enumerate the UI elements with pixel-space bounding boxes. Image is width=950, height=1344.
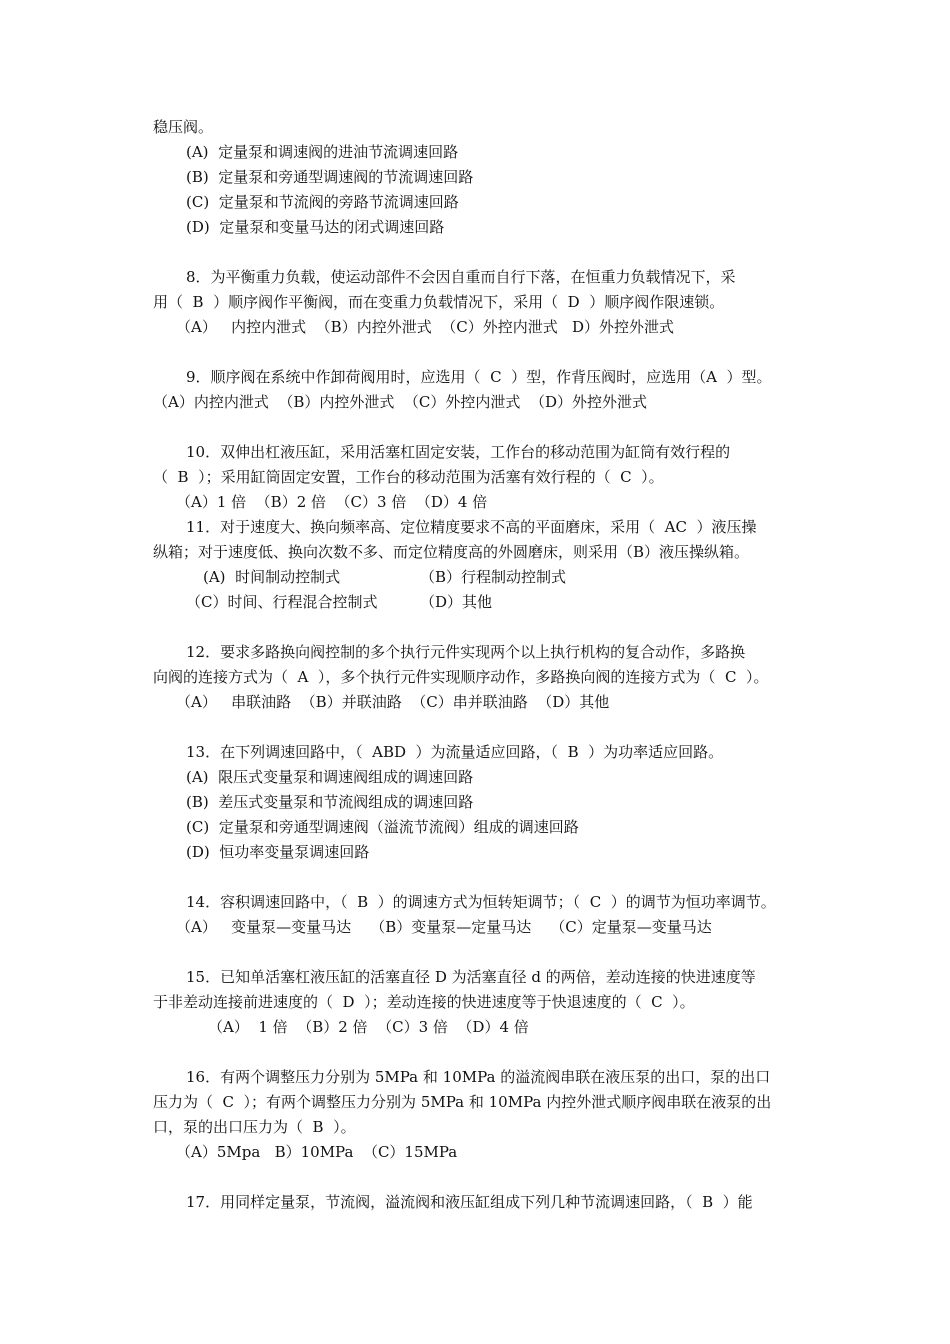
question-11: 11．对于速度大、换向频率高、定位精度要求不高的平面磨床，采用（ AC ）液压操 — [186, 518, 757, 536]
options-line: （A）5Mpa B）10MPa （C）15MPa — [176, 1143, 458, 1161]
option-a: (A) 定量泵和调速阀的进油节流调速回路 — [186, 143, 459, 161]
options-line: （A）内控内泄式 （B）内控外泄式 （C）外控内泄式 （D）外控外泄式 — [153, 393, 647, 411]
option-d: (D) 恒功率变量泵调速回路 — [186, 843, 370, 861]
options-line: （A） 串联油路 （B）并联油路 （C）串并联油路 （D）其他 — [176, 693, 610, 711]
option-b: (B) 定量泵和旁通型调速阀的节流调速回路 — [186, 168, 474, 186]
options-line: （A）1 倍 （B）2 倍 （C）3 倍 （D）4 倍 — [176, 493, 488, 511]
question-15: 15．已知单活塞杠液压缸的活塞直径 D 为活塞直径 d 的两倍，差动连接的快进速度等 — [186, 968, 756, 986]
option-d: （D）其他 — [420, 593, 493, 611]
question-8: 8．为平衡重力负载，使运动部件不会因自重而自行下落，在恒重力负载情况下，采 — [186, 268, 736, 286]
option-c: (C) 定量泵和旁通型调速阀（溢流节流阀）组成的调速回路 — [186, 818, 579, 836]
question-10: 10．双伸出杠液压缸，采用活塞杠固定安装，工作台的移动范围为缸筒有效行程的 — [186, 443, 731, 461]
options-line: （A） 内控内泄式 （B）内控外泄式 （C）外控内泄式 D）外控外泄式 — [176, 318, 675, 336]
question-13: 13．在下列调速回路中，（ ABD ）为流量适应回路，（ B ）为功率适应回路。 — [186, 743, 724, 761]
text-line: 口，泵的出口压力为（ B ）。 — [153, 1118, 356, 1136]
option-b: （B）行程制动控制式 — [420, 568, 567, 586]
question-12: 12．要求多路换向阀控制的多个执行元件实现两个以上执行机构的复合动作，多路换 — [186, 643, 746, 661]
question-17: 17．用同样定量泵，节流阀，溢流阀和液压缸组成下列几种节流调速回路，（ B ）能 — [186, 1193, 753, 1211]
question-16: 16．有两个调整压力分别为 5MPa 和 10MPa 的溢流阀串联在液压泵的出口，泵的出口 — [186, 1068, 771, 1086]
option-d: (D) 定量泵和变量马达的闭式调速回路 — [186, 218, 445, 236]
text-line: 向阀的连接方式为（ A ），多个执行元件实现顺序动作，多路换向阀的连接方式为（ C ）。 — [153, 668, 769, 686]
options-line: （A） 变量泵—变量马达 （B）变量泵—定量马达 （C）定量泵—变量马达 — [176, 918, 712, 936]
option-b: (B) 差压式变量泵和节流阀组成的调速回路 — [186, 793, 474, 811]
options-line: （A） 1 倍 （B）2 倍 （C）3 倍 （D）4 倍 — [208, 1018, 529, 1036]
option-c: (C) 定量泵和节流阀的旁路节流调速回路 — [186, 193, 459, 211]
option-a: (A) 限压式变量泵和调速阀组成的调速回路 — [186, 768, 474, 786]
option-c: （C）时间、行程混合控制式 — [186, 593, 378, 611]
option-a: (A) 时间制动控制式 — [203, 568, 341, 586]
text-line: （ B ）；采用缸筒固定安置，工作台的移动范围为活塞有效行程的（ C ）。 — [153, 468, 664, 486]
text-line: 压力为（ C ）；有两个调整压力分别为 5MPa 和 10MPa 内控外泄式顺序阀串联在液泵的出 — [153, 1093, 772, 1111]
text-line: 于非差动连接前进速度的（ D ）；差动连接的快进速度等于快退速度的（ C ）。 — [153, 993, 695, 1011]
question-9: 9．顺序阀在系统中作卸荷阀用时，应选用（ C ）型，作背压阀时，应选用（A ）型。 — [186, 368, 772, 386]
text-line: 用（ B ）顺序阀作平衡阀，而在变重力负载情况下，采用（ D ）顺序阀作限速锁。 — [153, 293, 725, 311]
text-line: 稳压阀。 — [153, 118, 214, 136]
text-line: 纵箱；对于速度低、换向次数不多、而定位精度高的外圆磨床，则采用（B）液压操纵箱。 — [153, 543, 750, 561]
question-14: 14．容积调速回路中，（ B ）的调速方式为恒转矩调节；（ C ）的调节为恒功率调节。 — [186, 893, 776, 911]
